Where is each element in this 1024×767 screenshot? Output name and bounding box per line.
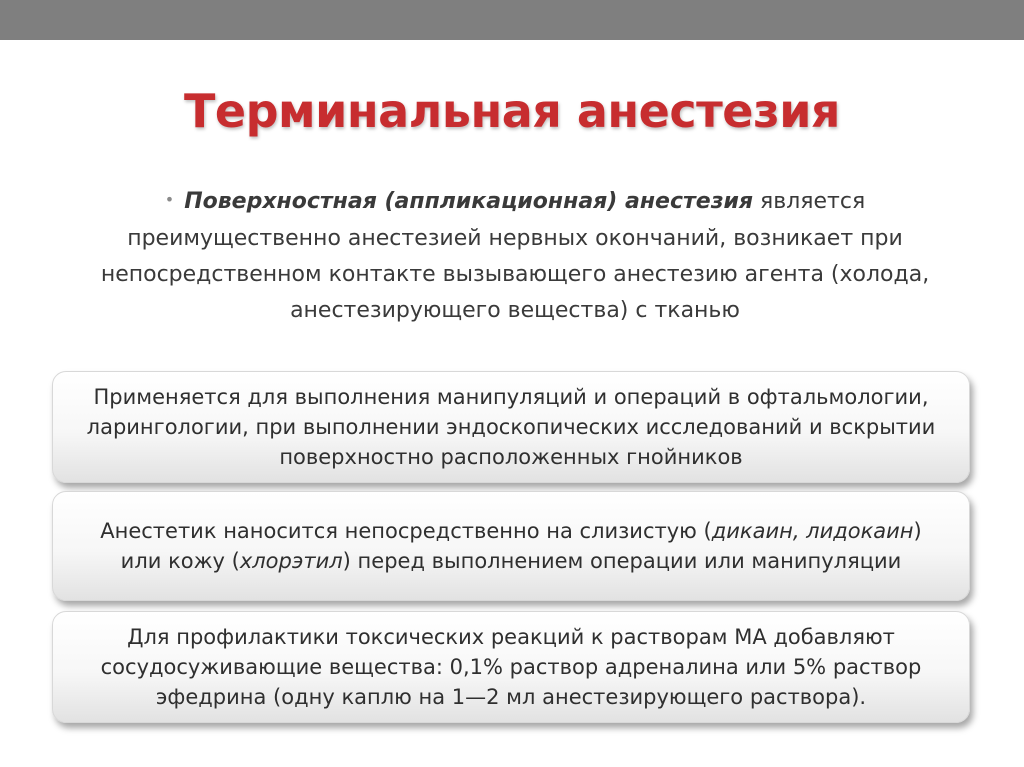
info-box-application <box>52 371 970 483</box>
info-box-method <box>52 491 970 601</box>
intro-paragraph <box>60 184 970 329</box>
intro-term: Поверхностная (аппликационная) анестезия <box>184 189 754 214</box>
intro-line-3: непосредственном контакте вызывающего анестезию агента (холода, <box>100 262 930 287</box>
intro-line-4: анестезирующего вещества) с тканью <box>290 298 740 323</box>
intro-line-1 <box>60 184 970 221</box>
box-text: или кожу ( <box>120 549 240 573</box>
box-line: ларингологии, при выполнении эндоскопических исследований и вскрытии <box>86 415 936 439</box>
box-text: Анестетик наносится непосредственно на слизистую ( <box>100 519 712 543</box>
bullet-icon: • <box>164 190 175 209</box>
box-text: ) <box>913 519 922 543</box>
box-line <box>100 516 922 546</box>
slide-title: Терминальная анестезия <box>184 84 840 138</box>
info-box-prophylaxis <box>52 611 970 723</box>
top-bar <box>0 0 1024 40</box>
box-line: поверхностно расположенных гнойников <box>279 445 743 469</box>
drug-name: хлорэтил <box>239 549 343 573</box>
intro-line-2: преимущественно анестезией нервных окончаний, возникает при <box>127 226 903 251</box>
box-text: ) перед выполнением операции или манипуляции <box>342 549 902 573</box>
box-line <box>100 546 922 576</box>
drug-names: дикаин, лидокаин <box>711 519 914 543</box>
box-line: Для профилактики токсических реакций к растворам МА добавляют <box>127 625 895 649</box>
box-line: Применяется для выполнения манипуляций и операций в офтальмологии, <box>93 385 929 409</box>
box-line: сосудосуживающие вещества: 0,1% раствор адреналина или 5% раствор <box>100 655 922 679</box>
intro-line-1-rest: является <box>753 189 866 214</box>
box-line: эфедрина (одну каплю на 1—2 мл анестезирующего раствора). <box>155 685 867 709</box>
